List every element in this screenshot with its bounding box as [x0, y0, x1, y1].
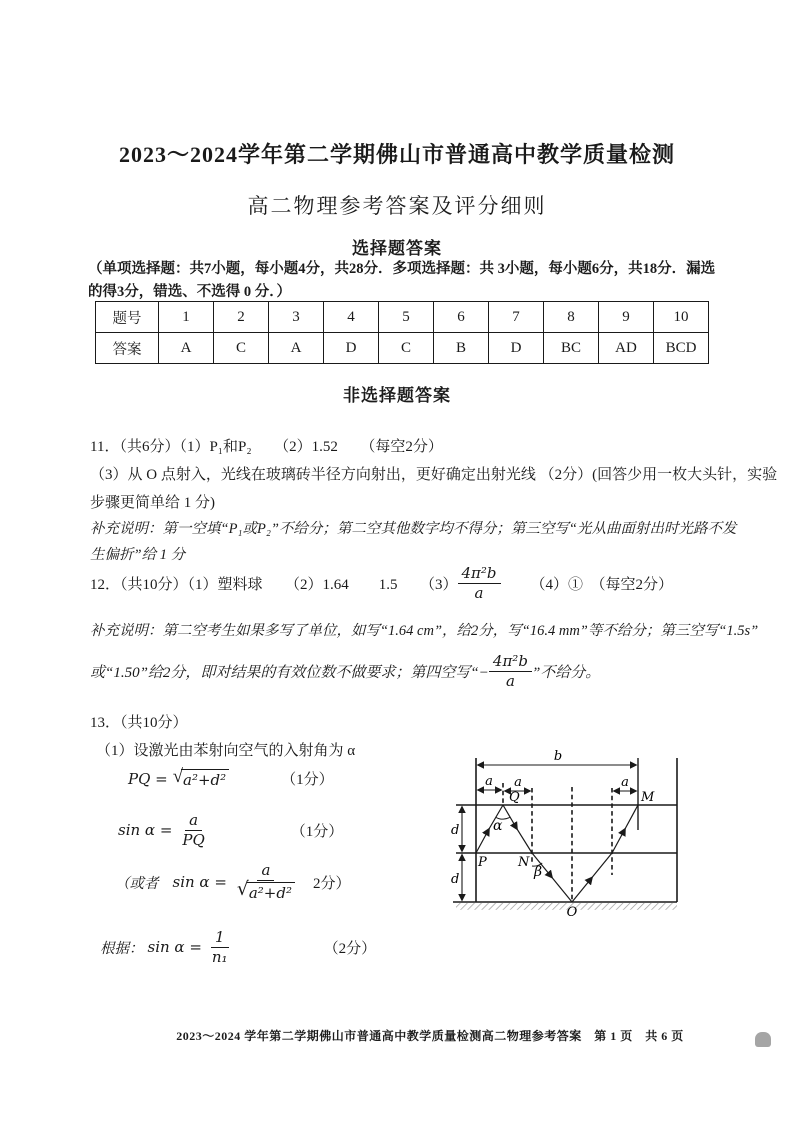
page-footer: 2023～2024 学年第二学期佛山市普通高中教学质量检测高二物理参考答案 第 1 页 共 6 页	[176, 1029, 684, 1043]
label-P: P	[478, 855, 487, 870]
row-header-question-number: 题号	[96, 302, 159, 333]
label-O: O	[566, 905, 578, 920]
q12-answer-line	[90, 560, 673, 606]
answer-cell: D	[489, 333, 544, 364]
q12-supplement-pre: 或“1.50”给2分，即对结果的有效位数不做要求；第四空写“−	[90, 664, 489, 681]
question-number-cell: 5	[379, 302, 434, 333]
question-number-cell: 6	[434, 302, 489, 333]
answer-cell: BC	[544, 333, 599, 364]
q13-part1-line: （1）设激光由苯射向空气的入射角为 α	[96, 743, 356, 759]
document-subtitle: 高二物理参考答案及评分细则	[247, 195, 547, 218]
formula-sina-score: （1分）	[290, 823, 344, 840]
sqrt-sign: √	[172, 765, 184, 787]
answer-cell: C	[379, 333, 434, 364]
answer-cell: A	[269, 333, 324, 364]
formula-pq-radicand: a²+d²	[181, 769, 229, 789]
choice-note-line2: 的得3分，错选、不选得 0 分．）	[88, 284, 291, 300]
q12-supplement-fraction	[489, 652, 532, 691]
formula-alt-open: （或者	[115, 875, 159, 892]
formula-sina-lhs: sin α =	[118, 821, 173, 839]
formula-pq-sqrt	[172, 765, 229, 789]
q13-header: 13．（共10分）	[90, 715, 188, 731]
sqrt-sign: √	[236, 879, 249, 900]
q13-ray-diagram	[448, 738, 728, 938]
q12-supplement-line2	[90, 648, 600, 694]
question-number-cell: 7	[489, 302, 544, 333]
q12-answer-prefix: 12．（共10分）（1）塑料球 （2）1.64 1.5 （3）	[90, 576, 458, 593]
q12-supplement-fraction-denominator: a	[505, 671, 515, 690]
section-heading-choice: 选择题答案	[352, 239, 442, 258]
formula-alt-fraction	[233, 861, 299, 903]
answer-cell: AD	[599, 333, 654, 364]
q13-formula-alt	[115, 858, 351, 906]
label-b: b	[553, 749, 563, 764]
formula-sina-denominator: PQ	[182, 830, 205, 849]
q12-supplement-post: ”不给分。	[531, 664, 601, 681]
formula-sina-numerator: a	[185, 811, 202, 831]
formula-sina-fraction	[178, 811, 208, 850]
formula-alt-radicand: a²+d²	[247, 882, 295, 903]
formula-pq-score: （1分）	[281, 772, 334, 788]
section-heading-non-choice: 非选择题答案	[343, 386, 451, 405]
q13-formula-law	[100, 925, 376, 969]
formula-pq-lhs: PQ =	[128, 769, 168, 788]
scan-artifact	[755, 1032, 771, 1047]
formula-law-label: 根据：	[100, 940, 144, 957]
q12-fraction-denominator: a	[474, 583, 484, 602]
label-N: N	[518, 855, 530, 870]
formula-alt-numerator: a	[257, 861, 274, 881]
label-beta: β	[534, 864, 543, 880]
answer-cell: D	[324, 333, 379, 364]
label-a3: a	[621, 775, 629, 790]
q11-part3-line1: （3）从 O 点射入，光线在玻璃砖半径方向射出，更好确定出射光线 （2分）(回答少用一枚大头针，实验	[90, 467, 778, 483]
label-a2: a	[514, 775, 522, 790]
answer-cell: C	[214, 333, 269, 364]
label-d-bottom: d	[451, 872, 460, 887]
question-number-cell: 4	[324, 302, 379, 333]
answer-cell: B	[434, 333, 489, 364]
question-number-cell: 1	[159, 302, 214, 333]
q12-answer-suffix: （4）① （每空2分）	[530, 576, 674, 593]
label-a1: a	[485, 774, 493, 789]
row-header-answer: 答案	[96, 333, 159, 364]
document-title: 2023～2024学年第二学期佛山市普通高中教学质量检测	[118, 142, 675, 167]
label-M: M	[641, 790, 655, 805]
q11-supplement-line1: 补充说明：第一空填“P₁或P₂”不给分；第二空其他数字均不得分；第三空写“光从曲面射出时光路不发	[90, 521, 737, 537]
question-number-cell: 9	[599, 302, 654, 333]
table-row-numbers	[96, 302, 709, 333]
q11-supplement-line2: 生偏折”给 1 分	[90, 547, 186, 563]
formula-law-score: （2分）	[323, 940, 377, 957]
formula-law-lhs: sin α =	[147, 938, 202, 956]
answers-table	[95, 301, 709, 364]
question-number-cell: 10	[654, 302, 709, 333]
question-number-cell: 2	[214, 302, 269, 333]
q13-formula-sina	[118, 808, 343, 852]
formula-alt-score: 2分）	[312, 875, 351, 892]
q13-formula-pq	[128, 765, 334, 789]
q12-fraction-numerator: 4π²b	[458, 564, 501, 584]
q12-supplement-line1: 补充说明：第二空考生如果多写了单位，如写“1.64 cm”，给2分，写“16.4 mm”等不给分；第三空写“1.5s”	[90, 623, 759, 639]
q11-part3-line2: 步骤更简单给 1 分)	[90, 495, 215, 511]
liquid-lines	[453, 805, 677, 902]
question-number-cell: 8	[544, 302, 599, 333]
q12-supplement-fraction-numerator: 4π²b	[489, 652, 532, 672]
container-walls	[476, 758, 677, 902]
formula-law-numerator: 1	[211, 928, 229, 948]
formula-alt-denominator	[233, 881, 299, 903]
answer-cell: BCD	[654, 333, 709, 364]
choice-note-line1: （单项选择题：共7小题，每小题4分，共28分．多项选择题：共 3小题，每小题6分，共18分．漏选	[88, 261, 716, 277]
formula-alt-lhs: sin α =	[172, 873, 227, 891]
formula-law-fraction	[208, 928, 232, 967]
label-Q: Q	[509, 790, 520, 805]
q12-fraction	[458, 564, 501, 603]
question-number-cell: 3	[269, 302, 324, 333]
answer-cell: A	[159, 333, 214, 364]
label-d-top: d	[451, 823, 460, 838]
q11-answer-line: 11．（共6分）（1）P₁和P₂ （2）1.52 （每空2分）	[90, 439, 443, 455]
table-row-answers	[96, 333, 709, 364]
label-alpha: α	[493, 818, 503, 834]
formula-law-denominator: n₁	[211, 947, 228, 966]
